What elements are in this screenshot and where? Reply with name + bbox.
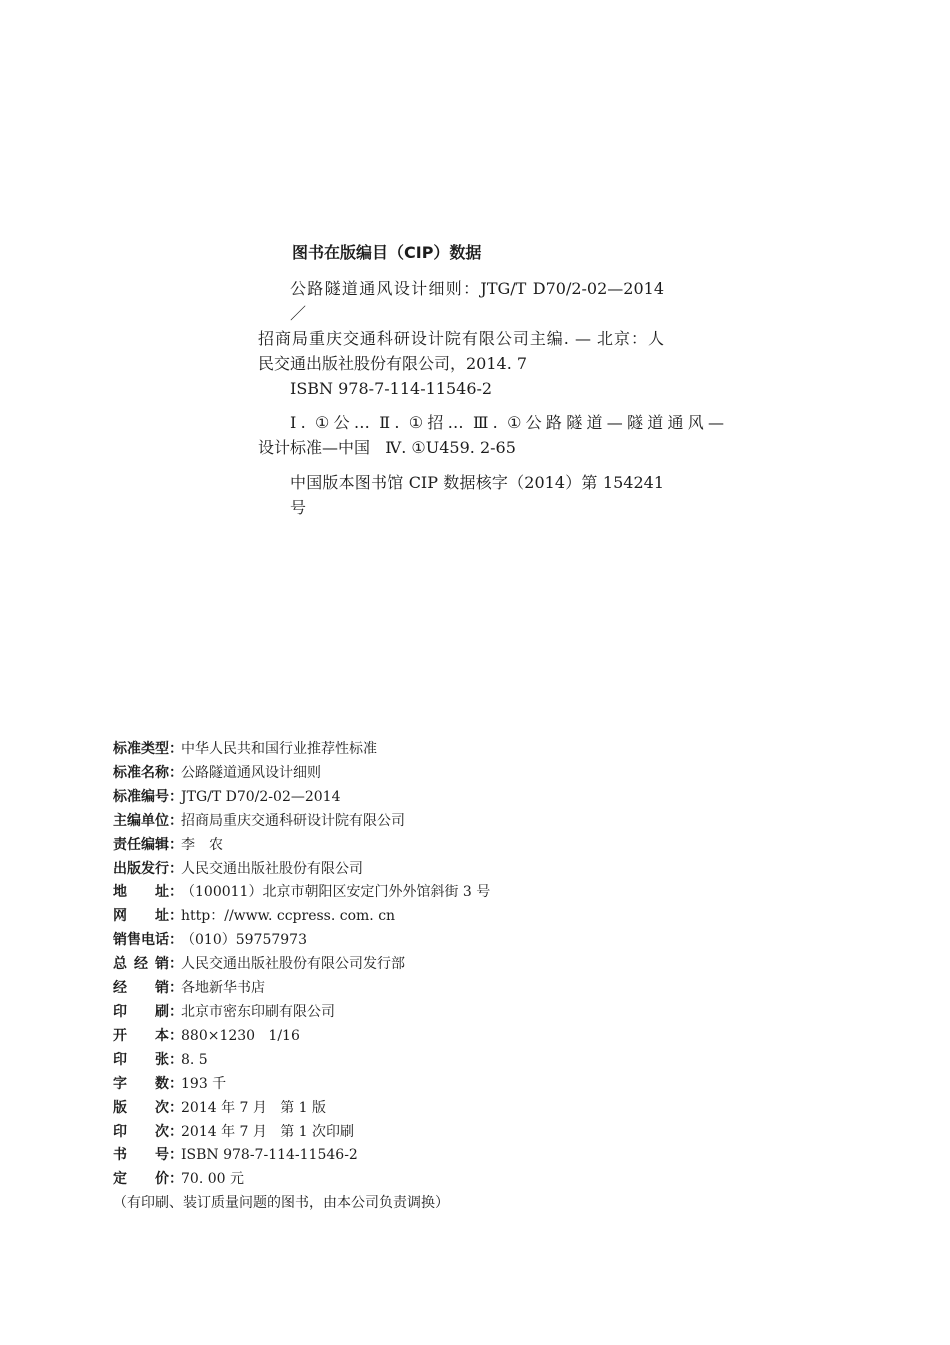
imprint-colon: ： (169, 980, 183, 997)
imprint-row-price (113, 1168, 713, 1192)
imprint-label: 印 刷 (113, 1003, 169, 1020)
imprint-colon: ： (169, 932, 183, 949)
imprint-label: 责任编辑 (113, 836, 169, 853)
imprint-row-responsible-editor (113, 834, 713, 858)
imprint-label: 定 价 (113, 1171, 169, 1188)
imprint-value: 各地新华书店 (181, 980, 265, 997)
imprint-value: ISBN 978-7-114-11546-2 (181, 1147, 358, 1164)
imprint-label: 版 次 (113, 1099, 169, 1116)
imprint-row-general-distributor (113, 953, 713, 977)
imprint-value: 8. 5 (181, 1051, 208, 1068)
imprint-colon: ： (169, 908, 183, 925)
imprint-colon: ： (169, 1003, 183, 1020)
cip-line-publisher: 民交通出版社股份有限公司，2014. 7 (258, 354, 528, 373)
imprint-row-printed-sheets (113, 1049, 713, 1073)
imprint-row-website (113, 905, 713, 929)
imprint-value: 李 农 (181, 836, 223, 853)
imprint-value: http：//www. ccpress. com. cn (181, 908, 396, 925)
imprint-colon: ： (169, 788, 183, 805)
imprint-label: 字 数 (113, 1075, 169, 1092)
imprint-row-address (113, 881, 713, 905)
cip-line-classification-cont: 设计标准—中国 Ⅳ. ①U459. 2-65 (258, 438, 516, 457)
cip-line-isbn: ISBN 978-7-114-11546-2 (290, 379, 493, 398)
imprint-row-printer (113, 1001, 713, 1025)
imprint-colon: ： (169, 956, 183, 973)
imprint-colon: ： (169, 741, 183, 757)
imprint-label: 标准类型 (113, 741, 169, 757)
imprint-row-edition (113, 1097, 713, 1121)
imprint-colon: ： (169, 1171, 183, 1188)
imprint-row-distributor (113, 977, 713, 1001)
cip-line-classification: Ⅰ. ①公… Ⅱ. ①招… Ⅲ. ①公路隧道—隧道通风— (290, 413, 724, 432)
imprint-colon: ： (169, 860, 183, 877)
imprint-value: 880×1230 1/16 (181, 1027, 300, 1044)
imprint-colon: ： (169, 1027, 183, 1044)
imprint-label: 印 次 (113, 1123, 169, 1140)
imprint-label: 经 销 (113, 980, 169, 997)
imprint-colon: ： (169, 1051, 183, 1068)
imprint-row-format (113, 1025, 713, 1049)
imprint-label: 标准名称 (113, 764, 169, 781)
imprint-value: 人民交通出版社股份有限公司 (181, 860, 363, 877)
imprint-label: 总 经 销 (113, 956, 169, 973)
imprint-row-chief-editor-unit (113, 810, 713, 834)
imprint-label: 开 本 (113, 1027, 169, 1044)
imprint-label: 网 址 (113, 908, 169, 925)
imprint-label: 印 张 (113, 1051, 169, 1068)
imprint-label: 地 址 (113, 884, 169, 901)
imprint-colon: ： (169, 884, 183, 901)
imprint-colon: ： (169, 1075, 183, 1092)
imprint-value: 北京市密东印刷有限公司 (181, 1003, 335, 1020)
imprint-value: 中华人民共和国行业推荐性标准 (181, 741, 377, 757)
imprint-value: 2014 年 7 月 第 1 版 (181, 1099, 327, 1116)
imprint-value: JTG/T D70/2-02—2014 (181, 788, 341, 805)
imprint-value: 招商局重庆交通科研设计院有限公司 (181, 812, 405, 829)
imprint-value: 2014 年 7 月 第 1 次印刷 (181, 1123, 355, 1140)
imprint-value: 人民交通出版社股份有限公司发行部 (181, 956, 405, 973)
imprint-colon: ： (169, 836, 183, 853)
imprint-row-standard-name (113, 762, 713, 786)
imprint-row-standard-type (113, 738, 713, 762)
imprint-value: 公路隧道通风设计细则 (181, 764, 321, 781)
cip-block (258, 240, 724, 520)
imprint-label: 书 号 (113, 1147, 169, 1164)
imprint-label: 标准编号 (113, 788, 169, 805)
imprint-value: （100011）北京市朝阳区安定门外外馆斜街 3 号 (181, 884, 491, 901)
cip-line-editor: 招商局重庆交通科研设计院有限公司主编. — 北京：人 (258, 329, 664, 348)
imprint-row-standard-number (113, 786, 713, 810)
imprint-value: （010）59757973 (181, 932, 307, 949)
imprint-row-printing (113, 1121, 713, 1145)
cip-line-title: 公路隧道通风设计细则：JTG/T D70/2-02—2014／ (290, 279, 664, 323)
imprint-row-book-number (113, 1144, 713, 1168)
imprint-row-sales-phone (113, 929, 713, 953)
imprint-colon: ： (169, 812, 183, 829)
imprint-colon: ： (169, 1099, 183, 1116)
cip-heading: 图书在版编目（CIP）数据 (292, 243, 482, 262)
imprint-value: 70. 00 元 (181, 1171, 244, 1188)
imprint-label: 出版发行 (113, 860, 169, 877)
imprint-colon: ： (169, 1123, 183, 1140)
imprint-colon: ： (169, 1147, 183, 1164)
imprint-row-publisher (113, 858, 713, 882)
imprint-label: 销售电话 (113, 932, 169, 949)
quality-guarantee-note: （有印刷、装订质量问题的图书，由本公司负责调换） (113, 1195, 449, 1212)
imprint-value: 193 千 (181, 1075, 227, 1092)
imprint-colon: ： (169, 764, 183, 781)
imprint-block (113, 738, 713, 1216)
imprint-label: 主编单位 (113, 812, 169, 829)
imprint-row-word-count (113, 1073, 713, 1097)
cip-line-record-number: 中国版本图书馆 CIP 数据核字（2014）第 154241 号 (290, 473, 664, 517)
